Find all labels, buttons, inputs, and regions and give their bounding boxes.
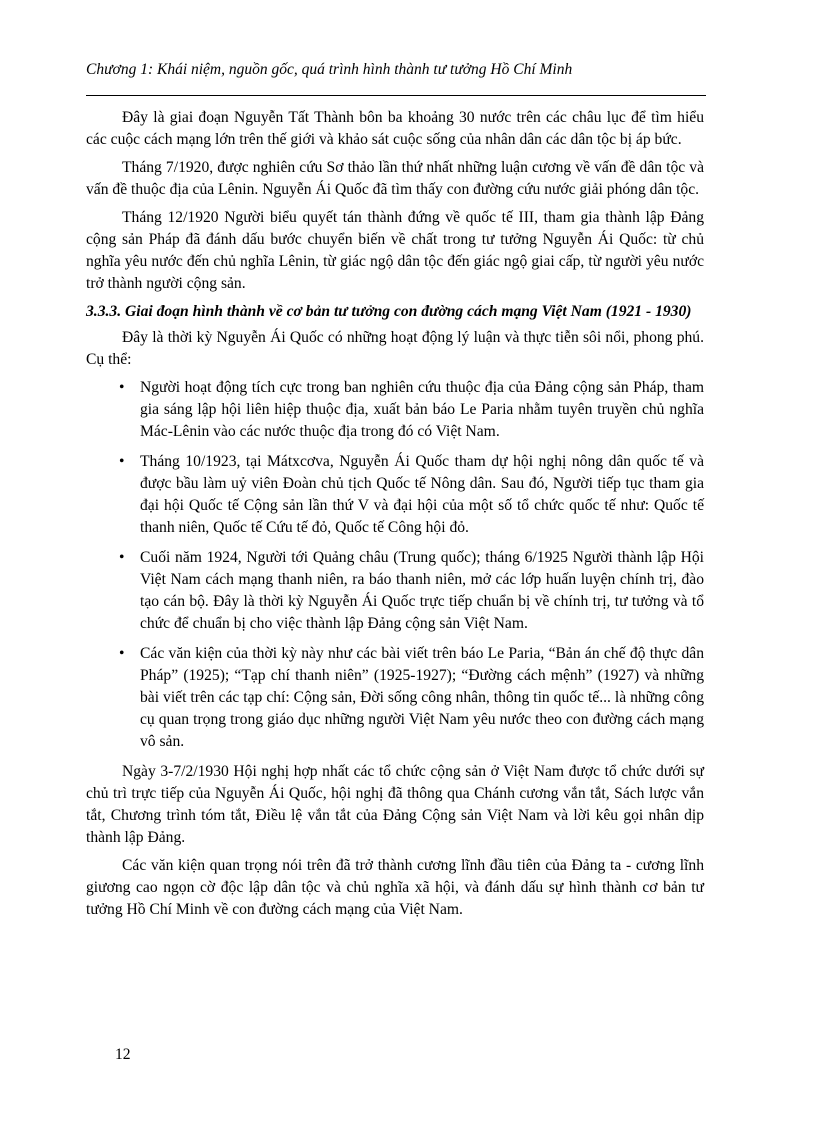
- list-item-text: Cuối năm 1924, Người tới Quảng châu (Trung quốc); tháng 6/1925 Người thành lập Hội Việt Nam cách mạng thanh niên, ra báo thanh niên, mở các lớp huấn luyện chính trị, đào tạo cán bộ. Đây là thời kỳ Nguyễn Ái Quốc trực tiếp chuẩn bị về chính trị, tư tưởng và tổ chức để chuẩn bị cho việc thành lập Đảng cộng sản Việt Nam.: [140, 549, 704, 632]
- bullet-icon: •: [119, 549, 125, 566]
- paragraph-lenin-theses: Tháng 7/1920, được nghiên cứu Sơ thảo lần thứ nhất những luận cương về vấn đề dân tộc và vấn đề thuộc địa của Lênin. Nguyễn Ái Quốc đã tìm thấy con đường cứu nước giải phóng dân tộc.: [86, 159, 704, 198]
- paragraph-period-intro: Đây là thời kỳ Nguyễn Ái Quốc có những hoạt động lý luận và thực tiễn sôi nổi, phong phú. Cụ thể:: [86, 329, 704, 368]
- paragraph-first-platform: Các văn kiện quan trọng nói trên đã trở thành cương lĩnh đầu tiên của Đảng ta - cương lĩnh giương cao ngọn cờ độc lập dân tộc và chủ nghĩa xã hội, và đánh dấu sự hình thành cơ bản tư tưởng Hồ Chí Minh về con đường cách mạng của Việt Nam.: [86, 857, 704, 918]
- activity-list: [86, 377, 704, 753]
- header-rule: [86, 95, 706, 96]
- list-item-text: Người hoạt động tích cực trong ban nghiên cứu thuộc địa của Đảng cộng sản Pháp, tham gia sáng lập hội liên hiệp thuộc địa, xuất bản báo Le Paria nhằm tuyên truyền chủ nghĩa Mác-Lênin vào các nước thuộc địa trong đó có Việt Nam.: [140, 379, 704, 440]
- section-heading: 3.3.3. Giai đoạn hình thành về cơ bản tư tưởng con đường cách mạng Việt Nam (1921 - 1930): [86, 303, 692, 320]
- bullet-icon: •: [119, 645, 125, 662]
- page-number: 12: [115, 1046, 131, 1063]
- list-item-text: Các văn kiện của thời kỳ này như các bài viết trên báo Le Paria, “Bản án chế độ thực dân Pháp” (1925); “Tạp chí thanh niên” (1925-1927); “Đường cách mệnh” (1927) và những bài viết trên các tạp chí: Cộng sản, Đời sống công nhân, thông tin quốc tế... là những công cụ quan trọng trong giáo dục những người Việt Nam yêu nước theo con đường cách mạng vô sản.: [140, 645, 704, 750]
- page-body: [86, 107, 704, 927]
- paragraph-travels: Đây là giai đoạn Nguyễn Tất Thành bôn ba khoảng 30 nước trên các châu lục để tìm hiểu các cuộc cách mạng lớn trên thế giới và khảo sát cuộc sống của nhân dân các dân tộc bị áp bức.: [86, 109, 704, 148]
- list-item: [86, 643, 704, 753]
- list-item: [86, 451, 704, 539]
- list-item: [86, 377, 704, 443]
- paragraph-unification-conference: Ngày 3-7/2/1930 Hội nghị hợp nhất các tổ chức cộng sản ở Việt Nam được tổ chức dưới sự chủ trì trực tiếp của Nguyễn Ái Quốc, hội nghị đã thông qua Chánh cương vắn tắt, Sách lược vắn tắt, Chương trình tóm tắt, Điều lệ vắn tắt của Đảng Cộng sản Việt Nam và lời kêu gọi nhân dịp thành lập Đảng.: [86, 763, 704, 846]
- bullet-icon: •: [119, 453, 125, 470]
- list-item: [86, 547, 704, 635]
- paragraph-third-international: Tháng 12/1920 Người biểu quyết tán thành đứng về quốc tế III, tham gia thành lập Đảng cộng sản Pháp đã đánh dấu bước chuyển biến về chất trong tư tưởng Nguyễn Ái Quốc: từ chủ nghĩa yêu nước đến chủ nghĩa Lênin, từ giác ngộ dân tộc đến giác ngộ giai cấp, từ người yêu nước trở thành người cộng sản.: [86, 209, 704, 292]
- list-item-text: Tháng 10/1923, tại Mátxcơva, Nguyễn Ái Quốc tham dự hội nghị nông dân quốc tế và được bầu làm uỷ viên Đoàn chủ tịch Quốc tế Nông dân. Sau đó, Người tiếp tục tham gia đại hội Quốc tế Cộng sản lần thứ V và đại hội của một số tổ chức quốc tế như: Quốc tế thanh niên, Quốc tế Cứu tế đỏ, Quốc tế Công hội đỏ.: [140, 453, 704, 536]
- bullet-icon: •: [119, 379, 125, 396]
- running-header: Chương 1: Khái niệm, nguồn gốc, quá trình hình thành tư tưởng Hồ Chí Minh: [86, 61, 573, 78]
